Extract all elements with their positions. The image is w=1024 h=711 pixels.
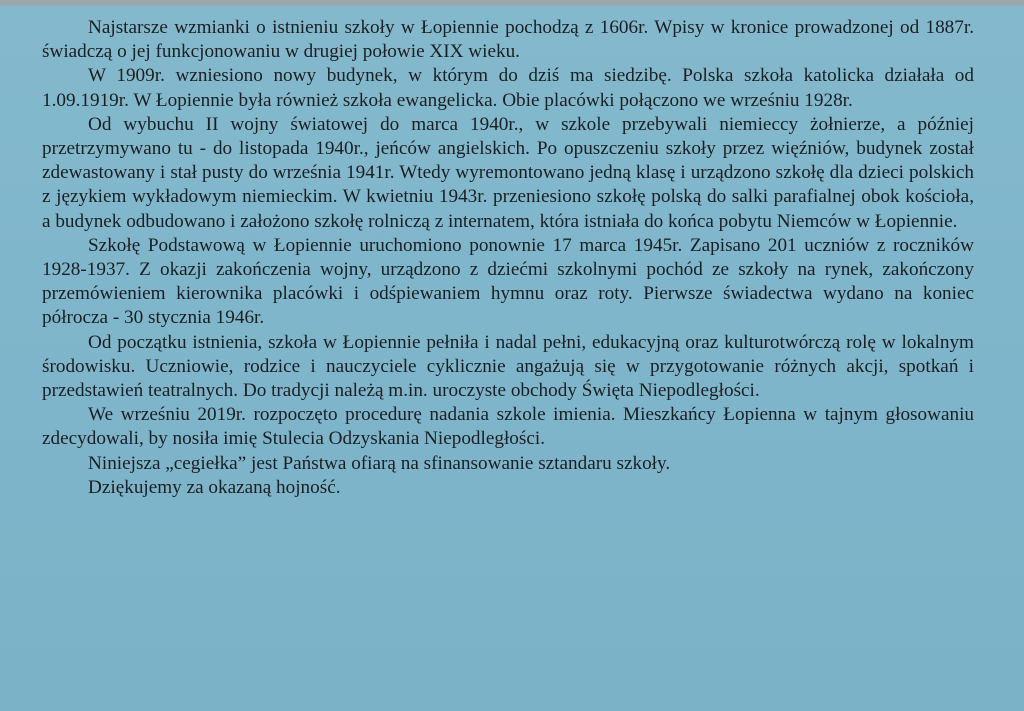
paragraph-thanks: Dziękujemy za okazaną hojność.	[88, 476, 341, 498]
paragraph-war-period: Od wybuchu II wojny światowej do marca 1940r., w szkole przebywali niemieccy żołnierze, a później przetrzymywano tu - do listopada 1940r., jeńców angielskich. Po opuszczeniu szkoły przez więźniów, budynek został zdewastowany i stał pusty do września 1941r. Wtedy wyremontowano jedną klasę i urządzono szkołę dla dzieci polskich z językiem wykładowym niemieckim. W kwietniu 1943r. przeniesiono szkołę polską do salki parafialnej obok kościoła, a budynek odbudowano i założono szkołę rolniczą z internatem, która istniała do końca pobytu Niemców w Łopiennie.	[42, 113, 974, 232]
paragraph-reopening: Szkołę Podstawową w Łopiennie uruchomiono ponownie 17 marca 1945r. Zapisano 201 uczniów z roczników 1928-1937. Z okazji zakończenia wojny, urządzono z dziećmi szkolnymi pochód ze szkoły na rynek, zakończony przemówieniem kierownika placówki i odśpiewaniem hymnu oraz roty. Pierwsze świadectwa wydano na koniec półrocza - 30 stycznia 1946r.	[42, 234, 974, 329]
paragraph-donation: Niniejsza „cegiełka” jest Państwa ofiarą na sfinansowanie sztandaru szkoły.	[88, 452, 671, 474]
paragraph-school-name: We wrześniu 2019r. rozpoczęto procedurę nadania szkole imienia. Mieszkańcy Łopienna w tajnym głosowaniu zdecydowali, by nosiła imię Stulecia Odzyskania Niepodległości.	[42, 404, 974, 450]
paragraph-community-role: Od początku istnienia, szkoła w Łopiennie pełniła i nadal pełni, edukacyjną oraz kulturotwórczą rolę w lokalnym środowisku. Uczniowie, rodzice i nauczyciele cyklicznie angażują się w przygotowanie różnych akcji, spotkań i przedstawień teatralnych. Do tradycji należą m.in. uroczyste obchody Święta Niepodległości.	[42, 331, 974, 402]
paragraph-history-origins: Najstarsze wzmianki o istnieniu szkoły w Łopiennie pochodzą z 1606r. Wpisy w kronice prowadzonej od 1887r. świadczą o jej funkcjonowaniu w drugiej połowie XIX wieku.	[42, 17, 974, 63]
paragraph-new-building: W 1909r. wzniesiono nowy budynek, w którym do dziś ma siedzibę. Polska szkoła katolicka działała od 1.09.1919r. W Łopiennie była również szkoła ewangelicka. Obie placówki połączono we wrześniu 1928r.	[42, 65, 974, 111]
